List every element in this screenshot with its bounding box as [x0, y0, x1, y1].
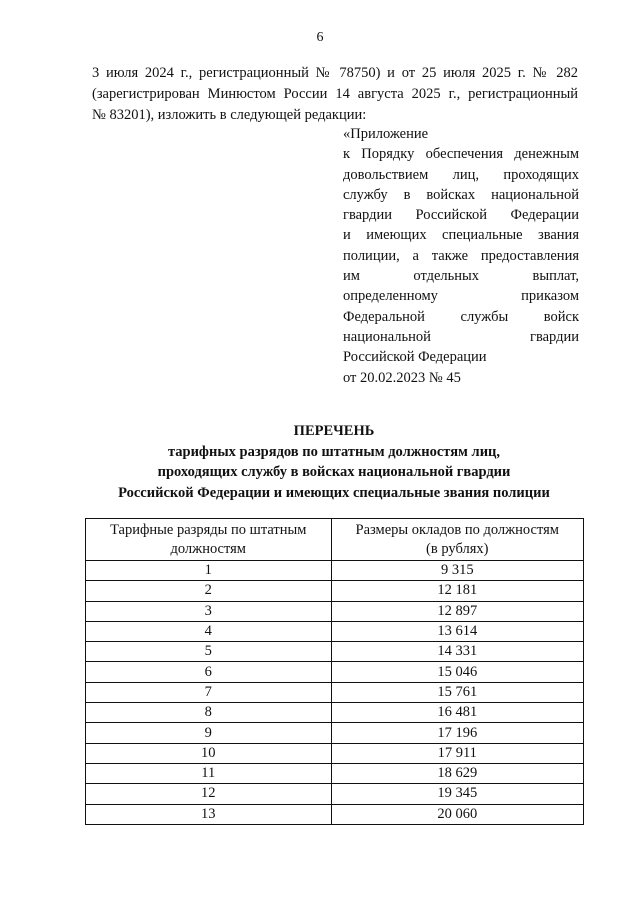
intro-line: 3 июля 2024 г., регистрационный № 78750) и от 25 июля 2025 г. № 282 — [92, 65, 578, 81]
table-header-row — [86, 519, 584, 561]
tariff-table — [85, 518, 584, 825]
appendix-line: гвардии Российской Федерации — [343, 207, 579, 224]
appendix-line: «Приложение — [343, 126, 429, 142]
table-row — [86, 621, 584, 641]
header-salary-line: (в рублях) — [426, 540, 489, 557]
appendix-line: к Порядку обеспечения денежным — [343, 146, 579, 163]
document-heading — [60, 421, 608, 503]
table-row — [86, 743, 584, 763]
grade-cell: 12 — [86, 784, 332, 804]
table-row — [86, 723, 584, 743]
table-row — [86, 784, 584, 804]
header-salary — [331, 519, 584, 561]
salary-cell: 13 614 — [331, 621, 584, 641]
appendix-line: и имеющих специальные звания — [343, 227, 579, 244]
table-row — [86, 763, 584, 783]
salary-cell: 17 911 — [331, 743, 584, 763]
salary-cell: 15 761 — [331, 682, 584, 702]
appendix-line: от 20.02.2023 № 45 — [343, 369, 461, 386]
salary-cell: 20 060 — [331, 804, 584, 824]
table-row — [86, 703, 584, 723]
salary-cell: 16 481 — [331, 703, 584, 723]
heading-subtitle-line: Российской Федерации и имеющих специальные звания полиции — [118, 484, 550, 501]
header-grade-line: Тарифные разряды по штатным — [110, 521, 307, 538]
appendix-line: Российской Федерации — [343, 349, 487, 366]
table-row — [86, 682, 584, 702]
appendix-line: Федеральной службы войск — [343, 308, 579, 325]
page-number: 6 — [316, 30, 324, 45]
table-row — [86, 804, 584, 824]
header-grade-line: должностям — [170, 540, 246, 557]
grade-cell: 3 — [86, 601, 332, 621]
appendix-line: национальной гвардии — [343, 328, 579, 345]
grade-cell: 11 — [86, 763, 332, 783]
salary-cell: 19 345 — [331, 784, 584, 804]
appendix-line: полиции, а также предоставления — [343, 247, 579, 264]
grade-cell: 9 — [86, 723, 332, 743]
appendix-reference-block — [343, 124, 579, 388]
grade-cell: 5 — [86, 642, 332, 662]
grade-cell: 4 — [86, 621, 332, 641]
appendix-line: службу в войсках национальной — [343, 186, 579, 203]
intro-paragraph — [92, 63, 578, 126]
appendix-line: им отдельных выплат, — [343, 268, 579, 285]
table-row — [86, 581, 584, 601]
salary-cell: 12 897 — [331, 601, 584, 621]
table-row — [86, 662, 584, 682]
salary-cell: 9 315 — [331, 561, 584, 581]
salary-cell: 18 629 — [331, 763, 584, 783]
header-salary-line: Размеры окладов по должностям — [355, 521, 559, 538]
appendix-line: определенному приказом — [343, 288, 579, 305]
heading-subtitle-line: тарифных разрядов по штатным должностям лиц, — [167, 443, 501, 460]
intro-line: № 83201), изложить в следующей редакции: — [92, 107, 367, 123]
salary-cell: 17 196 — [331, 723, 584, 743]
grade-cell: 2 — [86, 581, 332, 601]
appendix-line: довольствием лиц, проходящих — [343, 166, 579, 183]
table-row — [86, 561, 584, 581]
grade-cell: 1 — [86, 561, 332, 581]
salary-cell: 15 046 — [331, 662, 584, 682]
intro-line: (зарегистрирован Минюстом России 14 августа 2025 г., регистрационный — [92, 86, 578, 102]
grade-cell: 10 — [86, 743, 332, 763]
grade-cell: 6 — [86, 662, 332, 682]
heading-subtitle-line: проходящих службу в войсках национальной гвардии — [157, 464, 511, 480]
salary-cell: 12 181 — [331, 581, 584, 601]
salary-cell: 14 331 — [331, 642, 584, 662]
table-row — [86, 601, 584, 621]
grade-cell: 13 — [86, 804, 332, 824]
grade-cell: 7 — [86, 682, 332, 702]
heading-title: ПЕРЕЧЕНЬ — [293, 423, 375, 439]
header-grade — [86, 519, 332, 561]
grade-cell: 8 — [86, 703, 332, 723]
table-row — [86, 642, 584, 662]
